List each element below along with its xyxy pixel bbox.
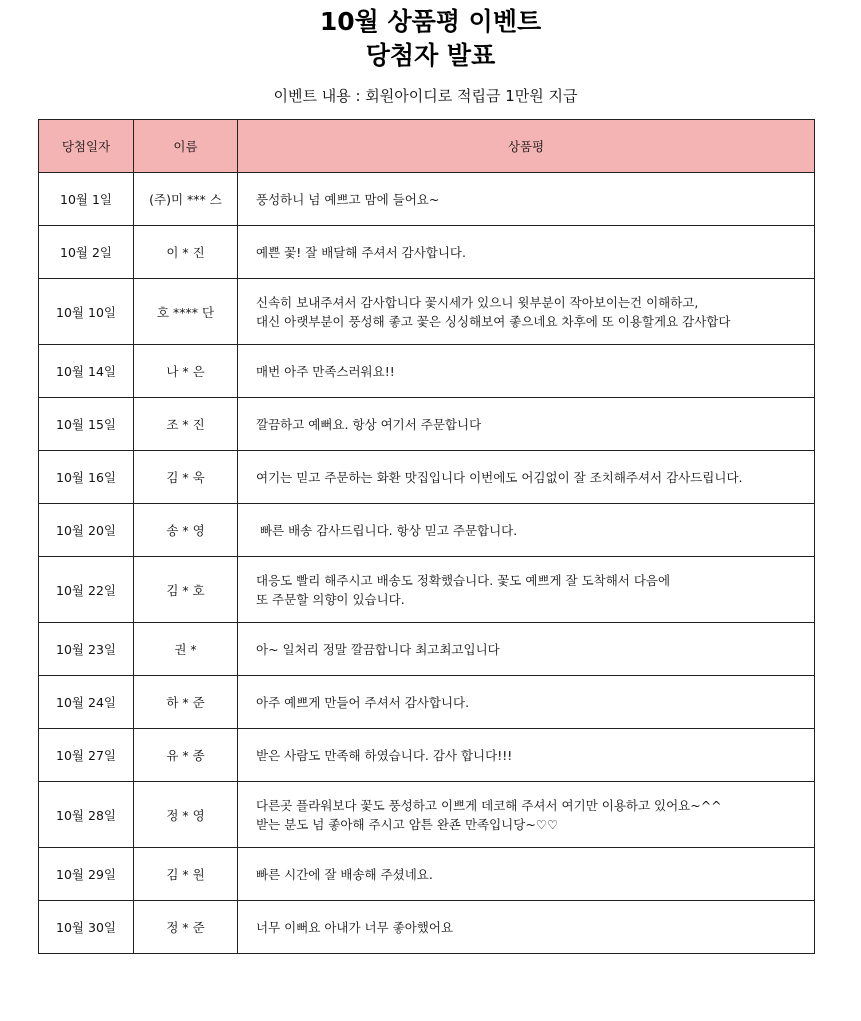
review-line: 대응도 빨리 해주시고 배송도 정확했습니다. 꽃도 예쁘게 잘 도착해서 다음에 — [256, 572, 671, 588]
win-date: 10월 22일 — [39, 557, 134, 623]
winner-name: 하 * 준 — [134, 676, 238, 729]
column-header-review: 상품평 — [238, 120, 815, 173]
winner-name: 정 * 영 — [134, 782, 238, 848]
win-date: 10월 14일 — [39, 345, 134, 398]
win-date: 10월 20일 — [39, 504, 134, 557]
review-line: 대신 아랫부분이 풍성해 좋고 꽃은 싱싱해보여 좋으네요 차후에 또 이용할게요 감사합다 — [256, 313, 731, 329]
win-date: 10월 30일 — [39, 901, 134, 954]
review-line: 다른곳 플라워보다 꽃도 풍성하고 이쁘게 데코해 주셔서 여기만 이용하고 있어요~^^ — [256, 797, 722, 813]
win-date: 10월 29일 — [39, 848, 134, 901]
winner-name: 조 * 진 — [134, 398, 238, 451]
review-line: 빠른 배송 감사드립니다. 항상 믿고 주문합니다. — [256, 522, 518, 538]
review-text — [238, 557, 815, 623]
win-date: 10월 10일 — [39, 279, 134, 345]
review-line: 빠른 시간에 잘 배송해 주셨네요. — [256, 866, 433, 882]
table-row — [39, 676, 815, 729]
review-text — [238, 398, 815, 451]
winner-name: 김 * 호 — [134, 557, 238, 623]
review-line: 아주 예쁘게 만들어 주셔서 감사합니다. — [256, 694, 470, 710]
review-text — [238, 782, 815, 848]
win-date: 10월 27일 — [39, 729, 134, 782]
win-date: 10월 16일 — [39, 451, 134, 504]
win-date: 10월 28일 — [39, 782, 134, 848]
review-line: 또 주문할 의향이 있습니다. — [256, 591, 405, 607]
review-text — [238, 848, 815, 901]
page-subtitle-heading: 당첨자 발표 — [365, 41, 496, 70]
table-row — [39, 398, 815, 451]
review-text — [238, 173, 815, 226]
winner-name: 호 **** 단 — [134, 279, 238, 345]
winner-name: 송 * 영 — [134, 504, 238, 557]
review-text — [238, 623, 815, 676]
review-text — [238, 345, 815, 398]
winner-name: 김 * 원 — [134, 848, 238, 901]
table-row — [39, 345, 815, 398]
table-row — [39, 451, 815, 504]
winner-name: 정 * 준 — [134, 901, 238, 954]
winners-table — [38, 119, 815, 954]
win-date: 10월 2일 — [39, 226, 134, 279]
review-line: 신속히 보내주셔서 감사합니다 꽃시세가 있으니 윗부분이 작아보이는건 이해하고, — [256, 294, 699, 310]
table-row — [39, 782, 815, 848]
winner-name: (주)미 *** 스 — [134, 173, 238, 226]
review-line: 여기는 믿고 주문하는 화환 맛집입니다 이번에도 어김없이 잘 조치해주셔서 감사드립니다. — [256, 469, 743, 485]
review-line: 아~ 일처리 정말 깔끔합니다 최고최고입니다 — [256, 641, 500, 657]
table-header-row — [39, 120, 815, 173]
winner-name: 나 * 은 — [134, 345, 238, 398]
page-title: 10월 상품평 이벤트 — [319, 7, 542, 36]
review-text — [238, 504, 815, 557]
review-text — [238, 279, 815, 345]
winner-name: 김 * 욱 — [134, 451, 238, 504]
table-row — [39, 848, 815, 901]
review-text — [238, 676, 815, 729]
table-row — [39, 729, 815, 782]
table-row — [39, 173, 815, 226]
table-row — [39, 901, 815, 954]
review-line: 너무 이뻐요 아내가 너무 좋아했어요 — [256, 919, 454, 935]
review-line: 깔끔하고 예뻐요. 항상 여기서 주문합니다 — [256, 416, 482, 432]
event-description: 이벤트 내용 : 회원아이디로 적립금 1만원 지급 — [273, 87, 578, 105]
winner-name: 유 * 종 — [134, 729, 238, 782]
review-line: 예쁜 꽃! 잘 배달해 주셔서 감사합니다. — [256, 244, 466, 260]
review-text — [238, 901, 815, 954]
table-row — [39, 623, 815, 676]
winner-name: 권 * — [134, 623, 238, 676]
review-text — [238, 729, 815, 782]
win-date: 10월 24일 — [39, 676, 134, 729]
review-line: 받는 분도 넘 좋아해 주시고 암튼 완죤 만족입니당~♡♡ — [256, 816, 559, 832]
review-text — [238, 451, 815, 504]
table-row — [39, 279, 815, 345]
column-header-name: 이름 — [134, 120, 238, 173]
table-row — [39, 504, 815, 557]
review-line: 받은 사람도 만족해 하였습니다. 감사 합니다!!! — [256, 747, 513, 763]
win-date: 10월 15일 — [39, 398, 134, 451]
review-line: 풍성하니 넘 예쁘고 맘에 들어요~ — [256, 191, 440, 207]
table-row — [39, 226, 815, 279]
table-row — [39, 557, 815, 623]
win-date: 10월 1일 — [39, 173, 134, 226]
column-header-date: 당첨일자 — [39, 120, 134, 173]
win-date: 10월 23일 — [39, 623, 134, 676]
review-text — [238, 226, 815, 279]
winner-name: 이 * 진 — [134, 226, 238, 279]
review-line: 매번 아주 만족스러워요!! — [256, 363, 395, 379]
